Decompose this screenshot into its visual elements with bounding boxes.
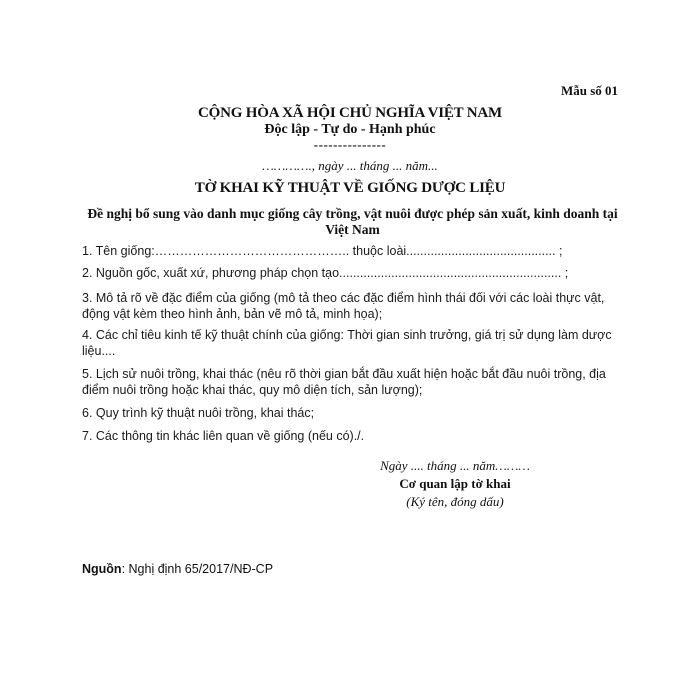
list-item: 2. Nguồn gốc, xuất xứ, phương pháp chọn tạo................................................................ ; [82, 266, 569, 280]
signing-organization: Cơ quan lập tờ khai [399, 476, 511, 491]
list-item: 4. Các chỉ tiêu kinh tế kỹ thuật chính của giống: Thời gian sinh trưởng, giá trị sử dụng làm dược liệu.... [82, 328, 612, 358]
document-subtitle: Đề nghị bổ sung vào danh mục giống cây trồng, vật nuôi được phép sản xuất, kinh doanh tại Việt Nam [87, 206, 618, 237]
source-citation [82, 562, 273, 576]
list-item: 7. Các thông tin khác liên quan về giống (nếu có)./. [82, 429, 365, 443]
form-code: Mẫu số 01 [560, 83, 618, 98]
source-label: Nguồn [82, 562, 122, 576]
national-motto: Độc lập - Tự do - Hạnh phúc [264, 122, 436, 137]
signature-date: Ngày .... tháng ... năm……… [380, 458, 530, 473]
list-item: 1. Tên giống:……………………………………….. thuộc loài........................................... ; [82, 244, 563, 258]
document-title: TỜ KHAI KỸ THUẬT VỀ GIỐNG DƯỢC LIỆU [194, 180, 506, 196]
list-item: 6. Quy trình kỹ thuật nuôi trồng, khai thác; [82, 406, 315, 420]
national-header [0, 104, 700, 152]
signature-instruction: (Ký tên, đóng dấu) [406, 494, 504, 509]
place-date-line: …………., ngày ... tháng ... năm... [262, 158, 438, 173]
country-name: CỘNG HÒA XÃ HỘI CHỦ NGHĨA VIỆT NAM [198, 105, 502, 121]
header-divider: --------------- [313, 137, 387, 152]
source-text: : Nghị định 65/2017/NĐ-CP [121, 562, 274, 576]
list-item: 5. Lịch sử nuôi trồng, khai thác (nêu rõ thời gian bắt đầu xuất hiện hoặc bắt đầu nuôi trồng, địa điểm nuôi trồng hoặc khai thác, quy mô diện tích, sản lượng); [82, 367, 606, 397]
list-item: 3. Mô tả rõ về đặc điểm của giống (mô tả theo các đặc điểm hình thái đối với các loài thực vật, động vật kèm theo hình ảnh, bản vẽ mô tả, minh họa); [82, 291, 605, 321]
signature-block [350, 457, 560, 511]
